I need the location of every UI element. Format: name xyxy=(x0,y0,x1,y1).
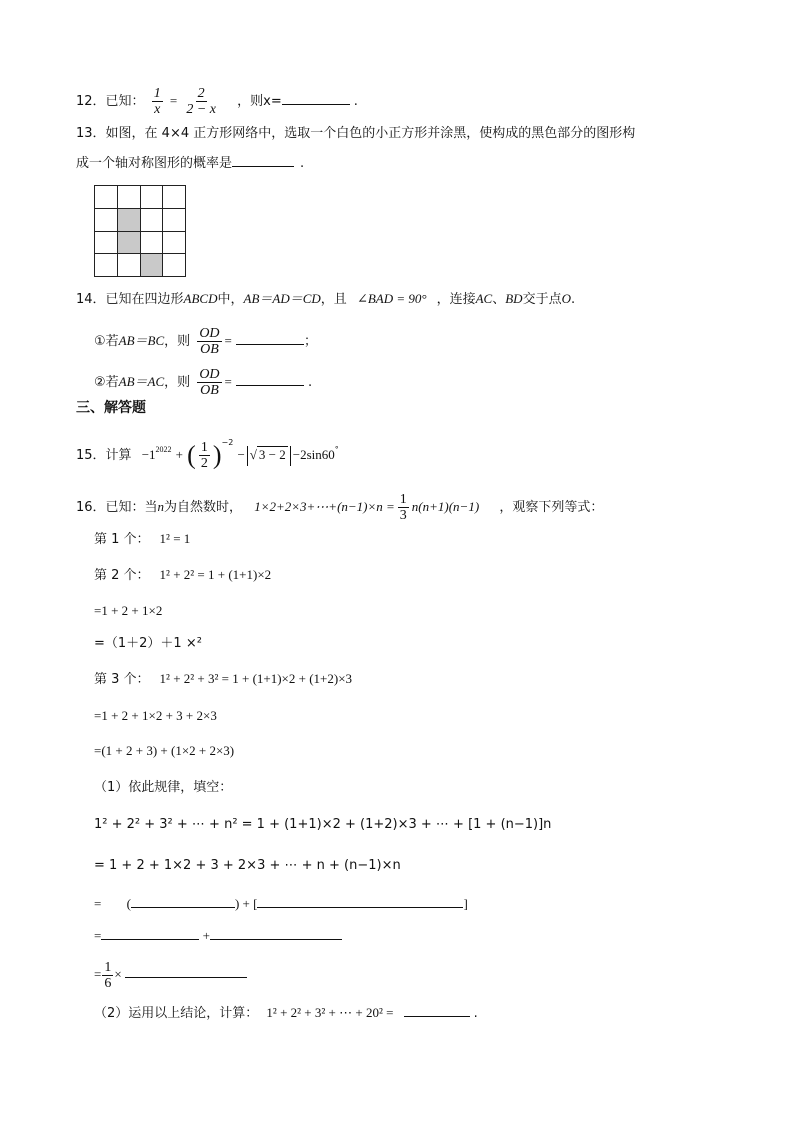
grid-row xyxy=(95,208,186,231)
q16-blank-5[interactable] xyxy=(125,963,247,978)
q14-part-1 xyxy=(94,326,317,357)
grid-cell-white[interactable] xyxy=(163,186,186,209)
grid-cell-white[interactable] xyxy=(163,208,186,231)
q15-abs-left xyxy=(247,446,248,466)
grid-cell-white[interactable] xyxy=(95,254,118,277)
q14-p2-pre: ②若 xyxy=(94,375,119,390)
grid-row xyxy=(95,231,186,254)
q16-formula-fraction xyxy=(398,492,409,523)
q16-p2-prefix: （2）运用以上结论，计算： xyxy=(94,1006,259,1021)
q16-formula-left: 1×2+2×3+⋯+(n−1)×n = xyxy=(254,499,395,514)
q16-case-2-line-2: =1 + 2 + 1×2 xyxy=(94,603,163,618)
q16-part-1-line-1: 1² + 2² + 3² + ⋯ + n² = 1 + (1+1)×2 + (1+2)×3 + ⋯ + [1 + (n−1)]n xyxy=(94,817,552,832)
question-15 xyxy=(76,440,339,471)
q14-text-b: 中， xyxy=(217,292,244,307)
q13-end: . xyxy=(300,156,305,171)
q14-bd: BD xyxy=(505,291,523,306)
q15-half-num: 1 xyxy=(200,440,208,455)
grid-cell-white[interactable] xyxy=(95,231,118,254)
q16-part-1-line-3 xyxy=(94,893,468,914)
q12-answer-blank[interactable] xyxy=(282,90,350,105)
q16-part-1-title: （1）依此规律，填空： xyxy=(94,780,233,795)
q12-frac1-num: 1 xyxy=(153,86,161,101)
q15-open-paren: ( xyxy=(187,440,196,470)
q13-answer-blank[interactable] xyxy=(232,152,294,167)
q12-suffix: ，则x= xyxy=(237,94,282,109)
grid-cell-white[interactable] xyxy=(163,231,186,254)
q16-formula-right: n(n+1)(n−1) xyxy=(411,499,480,514)
q14-text-c: ，且 xyxy=(320,292,351,307)
q16-c3-eq: 1² + 2² + 3² = 1 + (1+1)×2 + (1+2)×3 xyxy=(159,671,353,686)
q16-part-1-line-2: = 1 + 2 + 1×2 + 3 + 2×3 + ⋯ + n + (n−1)×n xyxy=(94,858,401,873)
q14-p1-answer-blank[interactable] xyxy=(236,330,304,345)
q14-p2-mid: ，则 xyxy=(164,375,191,390)
q12-prefix: 12．已知： xyxy=(76,94,145,109)
q16-c1-label: 第 1 个： xyxy=(94,532,150,547)
q14-p2-cond: AB＝AC xyxy=(118,374,165,389)
q12-frac1-den: x xyxy=(154,102,161,117)
q16-part-1-line-4 xyxy=(94,925,342,946)
q16-l5-eq: = xyxy=(94,966,102,982)
q16-frac-den: 3 xyxy=(399,508,407,523)
q16-line-1 xyxy=(76,492,603,523)
q15-degree: ° xyxy=(334,445,339,454)
q16-blank-2[interactable] xyxy=(257,893,463,908)
q16-l4-eq: = xyxy=(94,928,102,943)
q14-p1-mid: ，则 xyxy=(164,334,191,349)
section-heading: 三、解答题 xyxy=(76,400,146,416)
q16-text-a: 16．已知：当 xyxy=(76,500,158,515)
q14-p1-end: ； xyxy=(304,334,318,349)
q16-p2-end: . xyxy=(473,1006,478,1021)
q15-abs-right xyxy=(290,446,291,466)
grid-cell-white[interactable] xyxy=(117,254,140,277)
q16-l4-plus: + xyxy=(202,928,210,943)
q15-t1-exponent: 2022 xyxy=(155,445,172,454)
q15-plus: + xyxy=(175,447,184,462)
grid-cell-white[interactable] xyxy=(95,208,118,231)
q16-case-1 xyxy=(94,529,190,550)
q15-half xyxy=(199,440,210,471)
q15-tail: −2sin60 xyxy=(292,447,335,462)
q14-text-e: 交于点 xyxy=(522,292,562,307)
q15-sqrt-sign: √ xyxy=(249,447,257,462)
q16-part-1-line-5 xyxy=(94,960,247,991)
q14-text-d: ，连接 xyxy=(436,292,476,307)
q15-abs-content: 3 − 2 xyxy=(258,447,286,462)
q16-blank-1[interactable] xyxy=(131,893,235,908)
grid-cell-white[interactable] xyxy=(140,186,163,209)
q16-l3-mid: ) + [ xyxy=(234,896,258,911)
q16-part-2 xyxy=(94,1002,478,1024)
q14-angle: ∠BAD = 90° xyxy=(356,291,427,306)
grid-cell-shaded xyxy=(117,208,140,231)
q14-p1-fraction xyxy=(197,326,221,357)
q14-text-f: . xyxy=(570,292,576,307)
q16-l3-eq: = xyxy=(94,896,102,911)
q16-p2-answer-blank[interactable] xyxy=(404,1002,470,1017)
q12-equals: = xyxy=(169,93,178,108)
q12-end: . xyxy=(353,94,358,109)
q16-case-3-line-3: =(1 + 2 + 3) + (1×2 + 2×3) xyxy=(94,743,235,758)
grid-cell-white[interactable] xyxy=(117,186,140,209)
q16-l5-fraction xyxy=(102,960,113,991)
q14-part-2 xyxy=(94,367,312,398)
q14-equal-sides: AB＝AD＝CD xyxy=(243,291,321,306)
q14-p1-eq: = xyxy=(224,333,232,348)
q16-text-b: 为自然数时， xyxy=(164,500,243,515)
q12-frac2-num: 2 xyxy=(197,86,205,101)
q16-blank-4[interactable] xyxy=(210,925,342,940)
q16-case-3-line-2: =1 + 2 + 1×2 + 3 + 2×3 xyxy=(94,708,217,723)
q14-sep: 、 xyxy=(492,292,506,307)
q13-line-2 xyxy=(76,152,304,174)
q14-p1-num: OD xyxy=(199,326,220,341)
q13-line-2-text: 成一个轴对称图形的概率是 xyxy=(76,156,233,171)
q16-n: n xyxy=(157,499,165,514)
grid-cell-white[interactable] xyxy=(163,254,186,277)
question-12 xyxy=(76,86,358,117)
q16-case-2 xyxy=(94,565,271,586)
q14-p1-den: OB xyxy=(200,342,219,357)
q13-line-1: 13．如图，在 4×4 正方形网络中，选取一个白色的小正方形并涂黑，使构成的黑色部分的图形构 xyxy=(76,126,636,141)
q16-frac-num: 1 xyxy=(399,492,407,507)
q13-square-grid xyxy=(94,185,186,277)
q16-l5-den: 6 xyxy=(104,976,112,991)
q16-c3-label: 第 3 个： xyxy=(94,672,150,687)
q14-line-1 xyxy=(76,289,575,310)
q16-l5-num: 1 xyxy=(104,960,112,975)
q16-text-c: ，观察下列等式： xyxy=(499,500,604,515)
q15-t1-base: −1 xyxy=(141,447,156,462)
q16-c2-label: 第 2 个： xyxy=(94,568,150,583)
q15-minus: − xyxy=(237,447,245,462)
q14-ac: AC xyxy=(475,291,493,306)
q14-p2-answer-blank[interactable] xyxy=(236,371,304,386)
q14-p2-fraction xyxy=(197,367,221,398)
q12-fraction-1 xyxy=(152,86,163,117)
q14-p2-den: OB xyxy=(200,383,219,398)
q14-text-a: 14．已知在四边形 xyxy=(76,292,184,307)
q16-blank-3[interactable] xyxy=(101,925,199,940)
grid-cell-shaded xyxy=(117,231,140,254)
q14-point-o: O xyxy=(561,291,571,306)
q16-p2-formula: 1² + 2² + 3² + ⋯ + 20² = xyxy=(266,1005,394,1020)
q16-l5-times: × xyxy=(114,966,122,982)
q14-abcd: ABCD xyxy=(183,291,218,306)
q16-l3-open: ( xyxy=(126,896,131,911)
q14-p2-end: . xyxy=(308,375,313,390)
q12-frac2-den: 2 − x xyxy=(186,102,216,117)
q16-case-3 xyxy=(94,669,352,690)
q16-case-2-line-3: =（1＋2）＋1 ×² xyxy=(94,636,202,651)
q16-l3-close: ] xyxy=(463,896,468,911)
grid-cell-white[interactable] xyxy=(140,208,163,231)
q16-c2-eq: 1² + 2² = 1 + (1+1)×2 xyxy=(159,567,272,582)
grid-row xyxy=(95,186,186,209)
q15-neg-exponent: −2 xyxy=(221,438,234,447)
q12-fraction-2 xyxy=(184,86,218,117)
q15-close-paren: ) xyxy=(212,440,222,470)
grid-cell-white[interactable] xyxy=(95,186,118,209)
q15-half-den: 2 xyxy=(200,456,208,471)
grid-cell-shaded xyxy=(140,254,163,277)
q15-prefix: 15．计算 xyxy=(76,448,132,463)
grid-row xyxy=(95,254,186,277)
grid-cell-white[interactable] xyxy=(140,231,163,254)
q14-p2-eq: = xyxy=(224,374,232,389)
q14-p1-pre: ①若 xyxy=(94,334,119,349)
q15-term-1 xyxy=(142,447,172,462)
q14-p2-num: OD xyxy=(199,367,220,382)
q14-p1-cond: AB＝BC xyxy=(118,333,165,348)
q16-c1-eq: 1² = 1 xyxy=(159,531,191,546)
